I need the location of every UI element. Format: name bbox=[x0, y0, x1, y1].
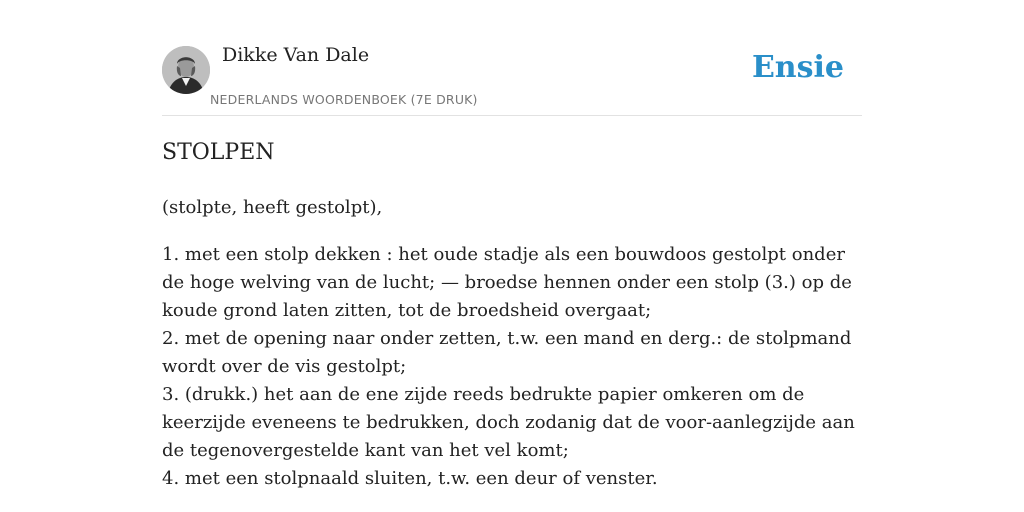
entry-sense-2: 2. met de opening naar onder zetten, t.w. een mand en derg.: de stolpmand wordt over de vis gestolpt; bbox=[162, 328, 852, 377]
author-name[interactable]: Dikke Van Dale bbox=[222, 44, 370, 66]
brand-logo[interactable]: Ensie bbox=[751, 50, 844, 85]
entry-content bbox=[162, 194, 862, 493]
portrait-photo-icon bbox=[162, 46, 210, 94]
source-label[interactable]: NEDERLANDS WOORDENBOEK (7E DRUK) bbox=[210, 92, 478, 107]
author-avatar[interactable] bbox=[162, 46, 210, 94]
entry-sense-1: 1. met een stolp dekken : het oude stadje als een bouwdoos gestolpt onder de hoge welving van de lucht; — broedse hennen onder een stolp (3.) op de koude grond laten zitten, tot de broedsheid overgaat; bbox=[162, 244, 852, 321]
entry-grammar: (stolpte, heeft gestolpt), bbox=[162, 197, 383, 218]
page bbox=[162, 0, 862, 512]
entry-sense-3: 3. (drukk.) het aan de ene zijde reeds bedrukte papier omkeren om de keerzijde eveneens te bedrukken, doch zodanig dat de voor-aanlegzijde aan de tegenovergestelde kant van het vel komt; bbox=[162, 384, 855, 461]
entry-headword: STOLPEN bbox=[162, 140, 275, 165]
header bbox=[162, 0, 862, 116]
entry-sense-4: 4. met een stolpnaald sluiten, t.w. een deur of venster. bbox=[162, 468, 658, 489]
